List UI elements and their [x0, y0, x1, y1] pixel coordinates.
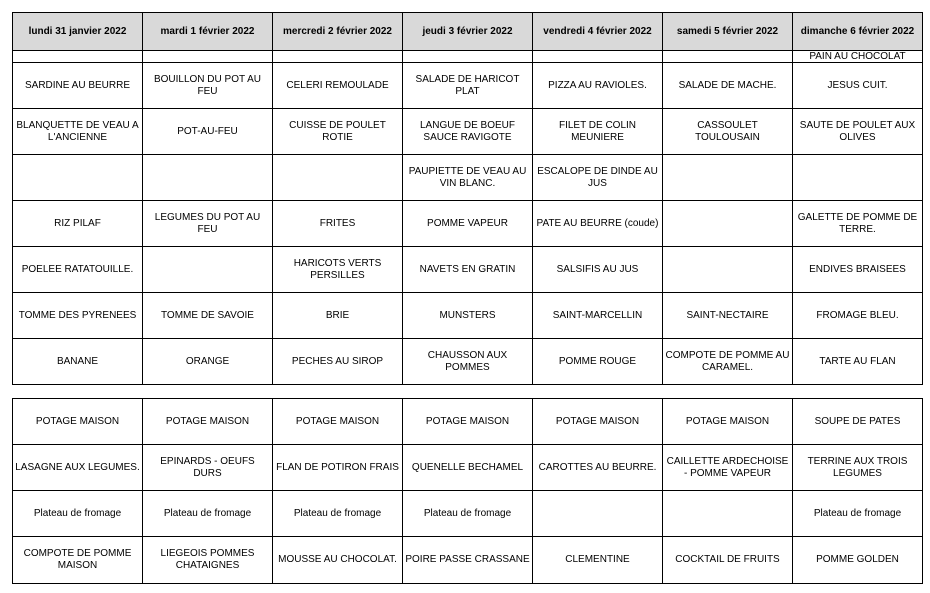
lunch-menu-table: [12, 12, 923, 385]
menu-cell: [143, 155, 273, 201]
dinner-row: [13, 537, 923, 584]
menu-cell: [273, 51, 403, 63]
menu-cell: GALETTE DE POMME DE TERRE.: [793, 201, 923, 247]
menu-cell: BRIE: [273, 293, 403, 339]
menu-cell: [273, 155, 403, 201]
menu-cell: POMME ROUGE: [533, 339, 663, 385]
menu-cell: TARTE AU FLAN: [793, 339, 923, 385]
menu-cell: NAVETS EN GRATIN: [403, 247, 533, 293]
menu-cell: BOUILLON DU POT AU FEU: [143, 63, 273, 109]
menu-cell: [143, 247, 273, 293]
menu-cell: LANGUE DE BOEUF SAUCE RAVIGOTE: [403, 109, 533, 155]
menu-cell: CHAUSSON AUX POMMES: [403, 339, 533, 385]
lunch-row: [13, 247, 923, 293]
menu-cell: POTAGE MAISON: [13, 399, 143, 445]
menu-cell: CAROTTES AU BEURRE.: [533, 445, 663, 491]
menu-cell: POMME VAPEUR: [403, 201, 533, 247]
menu-cell: CAILLETTE ARDECHOISE - POMME VAPEUR: [663, 445, 793, 491]
menu-cell: SALADE DE HARICOT PLAT: [403, 63, 533, 109]
day-header-wednesday: mercredi 2 février 2022: [273, 13, 403, 51]
lunch-row: [13, 339, 923, 385]
menu-cell: POELEE RATATOUILLE.: [13, 247, 143, 293]
menu-cell: ESCALOPE DE DINDE AU JUS: [533, 155, 663, 201]
menu-cell: QUENELLE BECHAMEL: [403, 445, 533, 491]
menu-cell: [533, 491, 663, 537]
menu-cell: BANANE: [13, 339, 143, 385]
menu-cell: [663, 247, 793, 293]
menu-cell: POTAGE MAISON: [273, 399, 403, 445]
menu-cell: PAUPIETTE DE VEAU AU VIN BLANC.: [403, 155, 533, 201]
day-header-friday: vendredi 4 février 2022: [533, 13, 663, 51]
menu-cell: CELERI REMOULADE: [273, 63, 403, 109]
menu-cell: [533, 51, 663, 63]
day-header-monday: lundi 31 janvier 2022: [13, 13, 143, 51]
menu-cell: SALADE DE MACHE.: [663, 63, 793, 109]
lunch-row: [13, 155, 923, 201]
menu-cell: POMME GOLDEN: [793, 537, 923, 584]
menu-cell: SAUTE DE POULET AUX OLIVES: [793, 109, 923, 155]
menu-cell: PECHES AU SIROP: [273, 339, 403, 385]
menu-cell: CLEMENTINE: [533, 537, 663, 584]
menu-cell: TERRINE AUX TROIS LEGUMES: [793, 445, 923, 491]
day-header-tuesday: mardi 1 février 2022: [143, 13, 273, 51]
day-header-thursday: jeudi 3 février 2022: [403, 13, 533, 51]
menu-cell: COMPOTE DE POMME MAISON: [13, 537, 143, 584]
menu-cell: SAINT-MARCELLIN: [533, 293, 663, 339]
menu-cell: Plateau de fromage: [403, 491, 533, 537]
menu-cell: SARDINE AU BEURRE: [13, 63, 143, 109]
menu-cell: [663, 201, 793, 247]
menu-cell: [663, 491, 793, 537]
menu-cell: BLANQUETTE DE VEAU A L'ANCIENNE: [13, 109, 143, 155]
day-header-sunday: dimanche 6 février 2022: [793, 13, 923, 51]
menu-cell: RIZ PILAF: [13, 201, 143, 247]
lunch-row: [13, 109, 923, 155]
menu-cell: POTAGE MAISON: [403, 399, 533, 445]
menu-cell: FRITES: [273, 201, 403, 247]
menu-cell: [403, 51, 533, 63]
dinner-row: [13, 445, 923, 491]
dinner-row: [13, 491, 923, 537]
menu-cell: PIZZA AU RAVIOLES.: [533, 63, 663, 109]
menu-cell: [143, 51, 273, 63]
menu-cell: [793, 155, 923, 201]
menu-cell: Plateau de fromage: [143, 491, 273, 537]
menu-cell: FLAN DE POTIRON FRAIS: [273, 445, 403, 491]
menu-cell: JESUS CUIT.: [793, 63, 923, 109]
menu-cell: CASSOULET TOULOUSAIN: [663, 109, 793, 155]
lunch-row: [13, 63, 923, 109]
lunch-row: [13, 293, 923, 339]
menu-cell: FROMAGE BLEU.: [793, 293, 923, 339]
dinner-menu-table: [12, 398, 923, 584]
menu-cell: POT-AU-FEU: [143, 109, 273, 155]
menu-cell: POIRE PASSE CRASSANE: [403, 537, 533, 584]
menu-cell: FILET DE COLIN MEUNIERE: [533, 109, 663, 155]
menu-cell: TOMME DES PYRENEES: [13, 293, 143, 339]
menu-cell: TOMME DE SAVOIE: [143, 293, 273, 339]
menu-cell: POTAGE MAISON: [143, 399, 273, 445]
lunch-row: [13, 201, 923, 247]
menu-cell: LASAGNE AUX LEGUMES.: [13, 445, 143, 491]
menu-cell: LIEGEOIS POMMES CHATAIGNES: [143, 537, 273, 584]
menu-cell: MUNSTERS: [403, 293, 533, 339]
menu-cell: CUISSE DE POULET ROTIE: [273, 109, 403, 155]
menu-cell: COMPOTE DE POMME AU CARAMEL.: [663, 339, 793, 385]
menu-cell: ORANGE: [143, 339, 273, 385]
menu-cell: ENDIVES BRAISEES: [793, 247, 923, 293]
day-header-saturday: samedi 5 février 2022: [663, 13, 793, 51]
menu-cell: [663, 51, 793, 63]
dinner-row: [13, 399, 923, 445]
menu-cell: Plateau de fromage: [273, 491, 403, 537]
menu-cell: SALSIFIS AU JUS: [533, 247, 663, 293]
menu-cell: [13, 51, 143, 63]
menu-cell: [13, 155, 143, 201]
menu-cell: Plateau de fromage: [13, 491, 143, 537]
menu-cell: PAIN AU CHOCOLAT: [793, 51, 923, 63]
menu-cell: POTAGE MAISON: [663, 399, 793, 445]
menu-cell: SOUPE DE PATES: [793, 399, 923, 445]
menu-cell: Plateau de fromage: [793, 491, 923, 537]
menu-cell: LEGUMES DU POT AU FEU: [143, 201, 273, 247]
day-header-row: [13, 13, 923, 51]
menu-cell: POTAGE MAISON: [533, 399, 663, 445]
menu-cell: SAINT-NECTAIRE: [663, 293, 793, 339]
menu-cell: MOUSSE AU CHOCOLAT.: [273, 537, 403, 584]
menu-cell: PATE AU BEURRE (coude): [533, 201, 663, 247]
menu-cell: HARICOTS VERTS PERSILLES: [273, 247, 403, 293]
menu-cell: EPINARDS - OEUFS DURS: [143, 445, 273, 491]
lunch-row: [13, 51, 923, 63]
menu-cell: [663, 155, 793, 201]
menu-cell: COCKTAIL DE FRUITS: [663, 537, 793, 584]
